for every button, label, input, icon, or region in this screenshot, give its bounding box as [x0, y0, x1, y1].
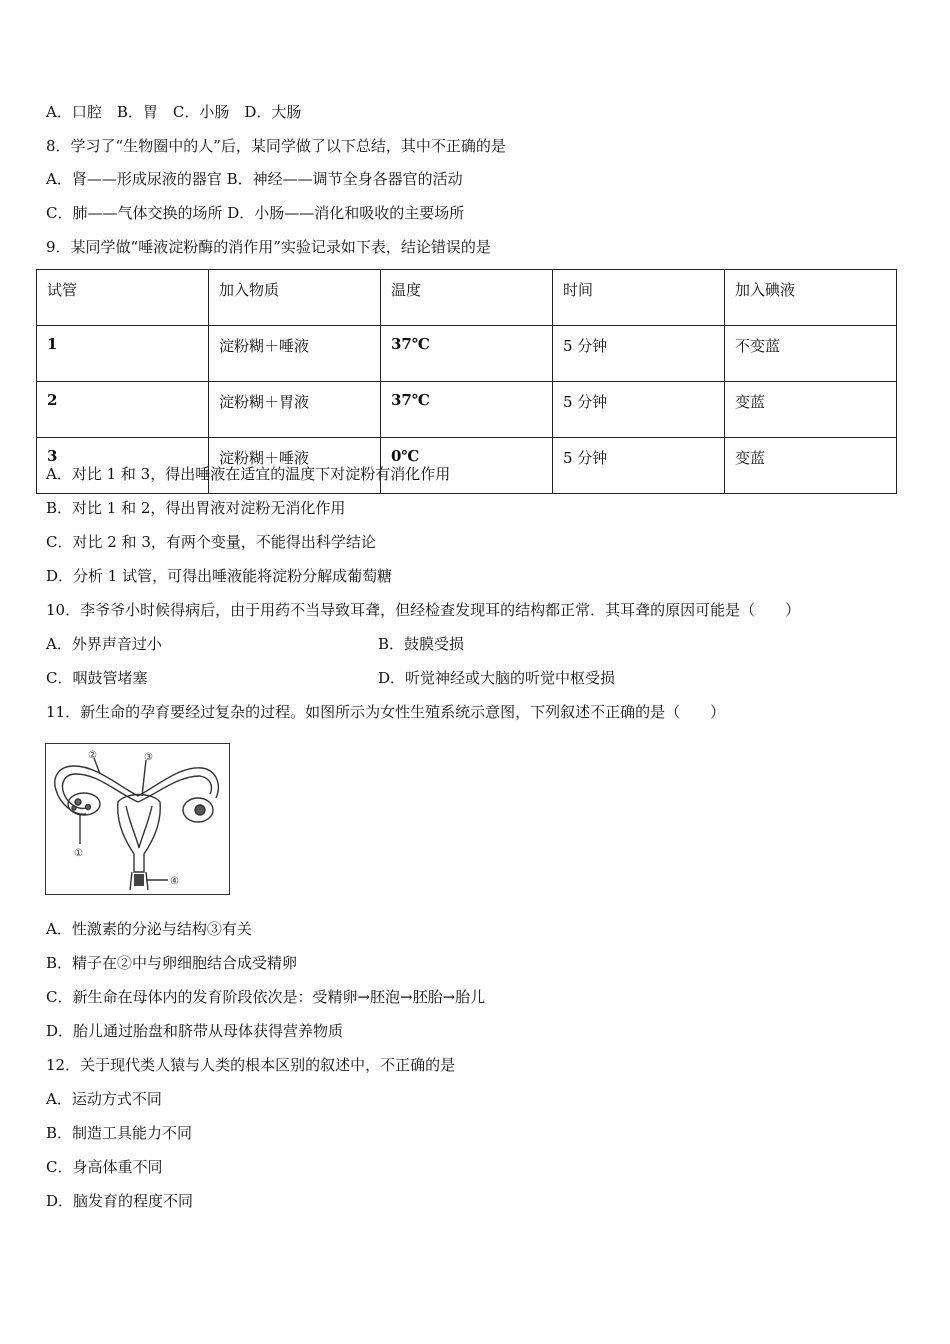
table-cell: 5 分钟 [553, 438, 725, 494]
table-cell: 淀粉糊＋胃液 [209, 382, 381, 438]
figure-label: ② [88, 750, 97, 761]
table-cell: 37℃ [381, 326, 553, 382]
table-header-cell: 试管 [37, 270, 209, 326]
uterus-diagram-icon [46, 744, 229, 894]
table-cell: 0℃ [381, 438, 553, 494]
q8-options-cd: C．肺——气体交换的场所 D．小肠——消化和吸收的主要场所 [46, 204, 465, 222]
female-reproductive-system-diagram [45, 743, 230, 895]
table-header-cell: 温度 [381, 270, 553, 326]
q11-option-c: C．新生命在母体内的发育阶段依次是：受精卵→胚泡→胚胎→胎儿 [46, 988, 486, 1006]
table-cell: 1 [37, 326, 209, 382]
q10-stem: 10．李爷爷小时候得病后，由于用药不当导致耳聋，但经检查发现耳的结构都正常．其耳聋的原因可能是（ ） [46, 601, 801, 619]
figure-label: ③ [144, 752, 153, 763]
q8-options-ab: A．肾——形成尿液的器官 B．神经——调节全身各器官的活动 [46, 170, 463, 188]
table-cell: 2 [37, 382, 209, 438]
q10-option-b: B．鼓膜受损 [378, 635, 465, 653]
table-cell: 变蓝 [725, 382, 897, 438]
q12-option-c: C．身高体重不同 [46, 1158, 163, 1176]
q10-option-a: A．外界声音过小 [46, 635, 162, 653]
table-cell: 淀粉糊＋唾液 [209, 326, 381, 382]
table-header-cell: 加入物质 [209, 270, 381, 326]
table-cell: 5 分钟 [553, 326, 725, 382]
figure-label: ④ [170, 876, 179, 887]
figure-label: ① [74, 848, 83, 859]
table-cell: 变蓝 [725, 438, 897, 494]
q11-option-a: A．性激素的分泌与结构③有关 [46, 920, 252, 938]
q10-option-d: D．听觉神经或大脑的听觉中枢受损 [378, 669, 616, 687]
q9-option-b: B．对比 1 和 2，得出胃液对淀粉无消化作用 [46, 499, 346, 517]
table-cell: 37℃ [381, 382, 553, 438]
table-cell: 5 分钟 [553, 382, 725, 438]
q11-stem: 11．新生命的孕育要经过复杂的过程。如图所示为女性生殖系统示意图，下列叙述不正确的是（ ） [46, 703, 726, 721]
q10-option-c: C．咽鼓管堵塞 [46, 669, 148, 687]
table-cell: 淀粉糊＋唾液 [209, 438, 381, 494]
q12-option-d: D．脑发育的程度不同 [46, 1192, 194, 1210]
table-row [37, 382, 897, 438]
table-cell: 3 [37, 438, 209, 494]
q11-option-d: D．胎儿通过胎盘和脐带从母体获得营养物质 [46, 1022, 344, 1040]
q9-option-c: C．对比 2 和 3，有两个变量，不能得出科学结论 [46, 533, 376, 551]
q9-option-d: D．分析 1 试管，可得出唾液能将淀粉分解成葡萄糖 [46, 567, 393, 585]
q7-options: A．口腔 B．胃 C．小肠 D．大肠 [46, 103, 302, 121]
q12-option-b: B．制造工具能力不同 [46, 1124, 193, 1142]
q9-option-a: A．对比 1 和 3，得出唾液在适宜的温度下对淀粉有消化作用 [46, 465, 451, 483]
table-row [37, 326, 897, 382]
table-header-cell: 加入碘液 [725, 270, 897, 326]
table-cell: 不变蓝 [725, 326, 897, 382]
experiment-table [36, 269, 897, 494]
q12-stem: 12．关于现代类人猿与人类的根本区别的叙述中，不正确的是 [46, 1056, 456, 1074]
table-header-row [37, 270, 897, 326]
q8-stem: 8．学习了“生物圈中的人”后，某同学做了以下总结，其中不正确的是 [46, 137, 506, 155]
q9-stem: 9．某同学做“唾液淀粉酶的消作用”实验记录如下表，结论错误的是 [46, 238, 491, 256]
table-header-cell: 时间 [553, 270, 725, 326]
q12-option-a: A．运动方式不同 [46, 1090, 162, 1108]
q11-option-b: B．精子在②中与卵细胞结合成受精卵 [46, 954, 298, 972]
